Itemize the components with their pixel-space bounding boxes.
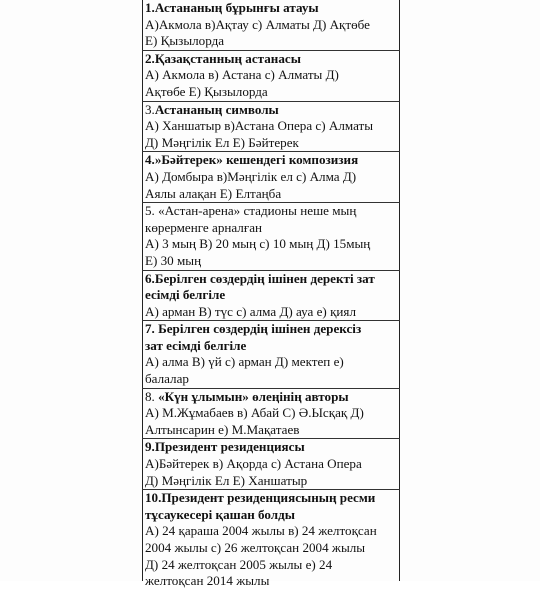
question-8-number: 8.	[145, 388, 159, 404]
question-8-title	[145, 389, 397, 406]
question-3-answer-line-2: Д) Мәңгілік Ел Е) Бәйтерек	[145, 134, 299, 150]
question-8-answer-line-1: А) М.Жұмабаев в) Абай С) Ә.Ысқақ Д)	[145, 405, 364, 421]
question-6	[145, 271, 397, 321]
question-6-title-line-2: есімді белгіле	[145, 287, 226, 303]
question-6-answer-line-1: А) арман В) түс с) алма Д) ауа е) қиял	[145, 303, 356, 319]
question-2-answer-line-1: А) Акмола в) Астана с) Алматы Д)	[145, 67, 339, 83]
question-9	[145, 439, 397, 489]
question-4-answer-line-1: А) Домбыра в)Мәңгілік ел с) Алма Д)	[145, 168, 357, 184]
question-2-answer-line-2: Ақтөбе Е) Қызылорда	[145, 83, 268, 99]
question-9-answer-line-1: А)Бәйтерек в) Ақорда с) Астана Опера	[145, 456, 362, 472]
question-10-answer-line-4: желтоқсан 2014 жылы	[145, 573, 270, 589]
question-5-title-line-2: көрерменге арналған	[145, 219, 263, 235]
question-6-title-line-1: 6.Берілген сөздердің ішінен деректі зат	[145, 270, 375, 286]
question-2	[145, 51, 397, 101]
question-10-answer-line-3: Д) 24 желтоқсан 2005 жылы е) 24	[145, 556, 333, 572]
question-4-answer-line-2: Аялы алақан Е) Елтаңба	[145, 185, 282, 201]
question-10-title-line-2: тұсаукесері қашан болды	[145, 506, 295, 522]
question-7-title-line-2: зат есімді белгіле	[145, 337, 247, 353]
question-5	[145, 203, 397, 269]
question-10-title-line-1: 10.Президент резиденциясының ресми	[145, 490, 376, 506]
question-3-number: 3.	[145, 101, 155, 117]
question-10-answer-line-2: 2004 жылы с) 26 желтоқсан 2004 жылы	[145, 540, 366, 555]
question-3-title	[145, 102, 397, 119]
question-5-answer-line-2: Е) 30 мың	[145, 252, 202, 268]
question-8-answer-line-2: Алтынсарин е) М.Мақатаев	[145, 421, 300, 437]
question-3-text: Астананың символы	[154, 101, 279, 117]
question-2-title: 2.Қазақстанның астанасы	[145, 50, 301, 66]
question-7-answer-line-1: А) алма В) үй с) арман Д) мектеп е)	[145, 354, 344, 370]
question-9-answer-line-2: Д) Мәңгілік Ел Е) Ханшатыр	[145, 472, 308, 488]
question-9-title: 9.Президент резиденциясы	[145, 439, 305, 455]
question-10-answer-line-1: А) 24 қараша 2004 жылы в) 24 желтоқсан	[145, 523, 377, 539]
question-5-title-line-1: 5. «Астан-арена» стадионы неше мың	[145, 203, 357, 219]
question-10	[145, 490, 397, 590]
question-7-answer-line-2: балалар	[145, 371, 189, 387]
quiz-content	[145, 0, 397, 590]
question-1-answer-line-1: А)Акмола в)Ақтау с) Алматы Д) Ақтөбе	[145, 16, 370, 32]
question-8-text: «Күн ұлымын» өлеңінің авторы	[158, 388, 349, 404]
question-1	[145, 0, 397, 50]
question-5-answer-line-1: А) 3 мың В) 20 мың с) 10 мың Д) 15мың	[145, 236, 371, 252]
question-8	[145, 389, 397, 439]
question-4	[145, 152, 397, 202]
question-3-answer-line-1: А) Ханшатыр в)Астана Опера с) Алматы	[145, 118, 374, 134]
question-7	[145, 321, 397, 387]
question-7-title-line-1: 7. Берілген сөздердің ішінен дерексіз	[145, 321, 362, 337]
question-4-title: 4.»Бәйтерек» кешендегі композизия	[145, 152, 359, 168]
question-1-answer-line-2: Е) Қызылорда	[145, 33, 225, 49]
question-1-title: 1.Астананың бұрынғы атауы	[145, 0, 319, 15]
question-3	[145, 102, 397, 152]
